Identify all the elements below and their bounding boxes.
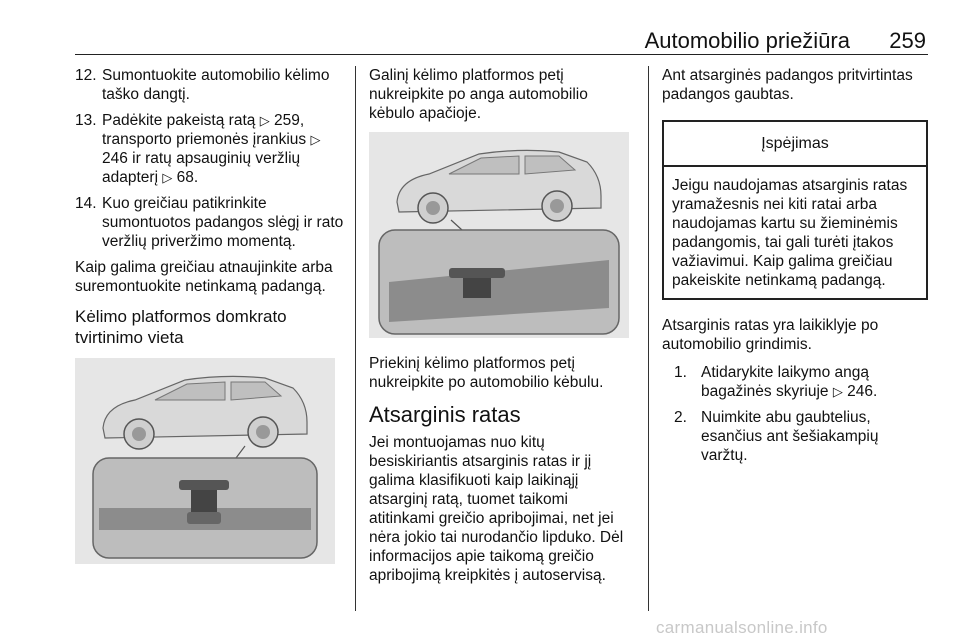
page-header: [75, 26, 928, 55]
reference-arrow-icon: ▷: [310, 132, 321, 147]
subheading: Kėlimo platformos domkrato tvirtinimo vieta: [75, 307, 287, 347]
page-number: 259: [889, 28, 926, 53]
paragraph: Atsarginis ratas yra laikiklyje po automobilio grindimis.: [662, 317, 879, 353]
warning-title: Įspėjimas: [664, 122, 926, 167]
chapter-title: Automobilio priežiūra: [644, 28, 850, 53]
paragraph: Ant atsarginės padangos pritvirtintas padangos gaubtas.: [662, 67, 913, 103]
reference-arrow-icon: ▷: [162, 170, 173, 185]
warning-text: Jeigu naudojamas atsarginis ratas yramažesnis nei kiti ratai arba naudojamas kartu su žieminėmis padangomis, tai gali turėti įtakos važiavimui. Kaip galima greičiau pakeiskite netinkamą padangą.: [672, 177, 908, 289]
column-1: [75, 66, 347, 580]
watermark: carmanualsonline.info: [656, 618, 828, 637]
jack-point-illustration-rear: [75, 358, 335, 564]
page-reference[interactable]: 68.: [176, 169, 199, 186]
paragraph: Jei montuojamas nuo kitų besiskiriantis atsarginis ratas ir jį galima klasifikuoti kaip laikinąjį atsarginį ratą, tuomet taikomi atitinkami greičio apribojimai, net jei nėra jokio tai nurodančio lipduko. Dėl informacijos apie taikomą greičio apribojimą kreipkitės į autoservisą.: [369, 434, 624, 584]
page-reference[interactable]: 259,: [274, 112, 305, 129]
warning-box: [662, 120, 928, 300]
list-item: 14. Kuo greičiau patikrinkite sumontuotos padangos slėgį ir rato veržlių priveržimo momentą.: [75, 195, 344, 250]
list-item: 13. Padėkite pakeistą ratą ▷ 259, transporto priemonės įrankius ▷ 246 ir ratų apsauginių veržlių adapterį ▷ 68.: [75, 112, 321, 186]
jack-point-illustration-front: [369, 132, 629, 338]
paragraph: Galinį kėlimo platformos petį nukreipkite po anga automobilio kėbulo apačioje.: [369, 67, 588, 122]
page-reference[interactable]: 246.: [847, 383, 878, 400]
list-item: 1. Atidarykite laikymo angą bagažinės skyriuje ▷ 246.: [674, 364, 878, 400]
paragraph: Priekinį kėlimo platformos petį nukreipkite po automobilio kėbulu.: [369, 355, 604, 391]
column-divider: [355, 66, 356, 611]
column-2: [369, 66, 634, 594]
list-item: 12. Sumontuokite automobilio kėlimo taško dangtį.: [75, 67, 330, 103]
column-divider: [648, 66, 649, 611]
paragraph: Kaip galima greičiau atnaujinkite arba suremontuokite netinkamą padangą.: [75, 259, 333, 295]
page-reference[interactable]: 246 ir ratų apsauginių veržlių adapterį: [102, 150, 301, 186]
list-item: 2. Nuimkite abu gaubtelius, esančius ant šešiakampių varžtų.: [674, 409, 879, 464]
section-heading: Atsarginis ratas: [369, 402, 521, 427]
reference-arrow-icon: ▷: [259, 113, 270, 128]
column-3: [662, 66, 928, 472]
reference-arrow-icon: ▷: [832, 384, 843, 399]
